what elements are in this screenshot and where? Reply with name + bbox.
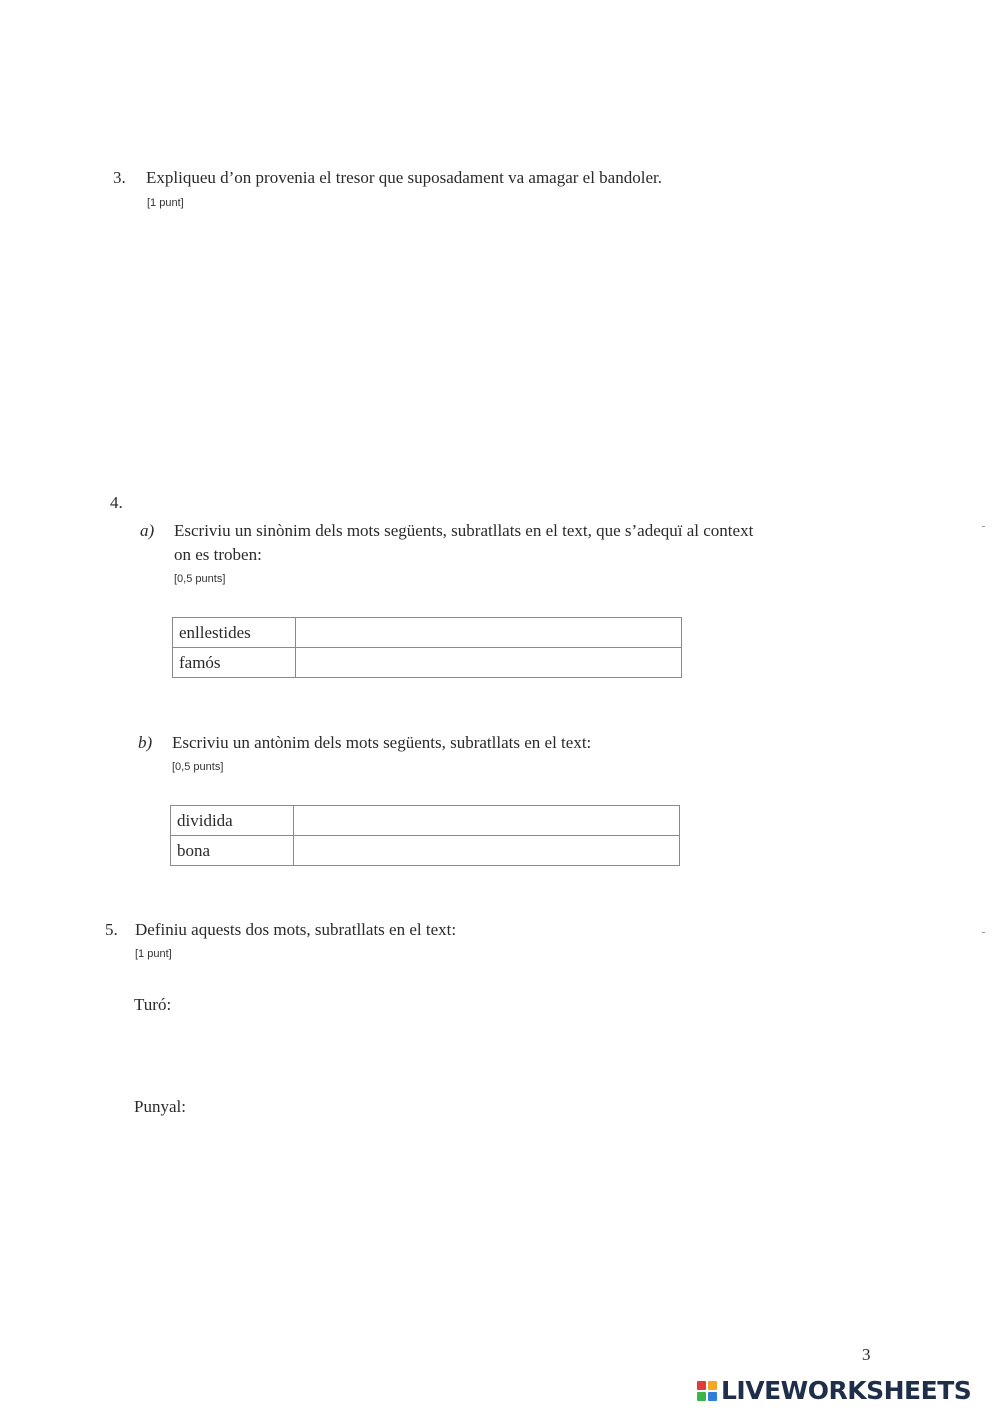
- logo-square-orange: [708, 1381, 717, 1390]
- turo-definition-input[interactable]: [185, 993, 879, 1019]
- page-number: 3: [862, 1345, 871, 1364]
- q5-text: Definiu aquests dos mots, subratllats en el text:: [135, 920, 457, 939]
- q4a-points: [0,5 punts]: [174, 573, 226, 585]
- word-cell: bona: [171, 836, 294, 866]
- word-cell: dividida: [171, 806, 294, 836]
- table-row: [173, 618, 682, 648]
- q5-number: 5.: [105, 920, 118, 939]
- table-row: [171, 806, 680, 836]
- q4a-text-line1: Escriviu un sinònim dels mots següents, subratllats en el text, que s’adequï al context: [174, 521, 754, 540]
- synonym-answer-input[interactable]: [296, 649, 681, 677]
- logo-square-green: [697, 1392, 706, 1401]
- logo-square-red: [697, 1381, 706, 1390]
- q4a-letter: a): [140, 521, 155, 540]
- q3-answer-field[interactable]: [146, 225, 890, 469]
- term-punyal-label: Punyal:: [134, 1097, 186, 1116]
- q4-number: 4.: [110, 493, 123, 512]
- synonym-answer-input[interactable]: [296, 619, 681, 647]
- antonym-answer-input[interactable]: [294, 807, 679, 835]
- word-cell: famós: [173, 648, 296, 678]
- q4b-points: [0,5 punts]: [172, 761, 224, 773]
- q5-points: [1 punt]: [135, 948, 172, 960]
- liveworksheets-logo: [697, 1376, 971, 1405]
- antonym-answer-input[interactable]: [294, 837, 679, 865]
- logo-icon: [697, 1381, 717, 1401]
- q4b-antonym-table: [170, 805, 680, 866]
- logo-square-blue: [708, 1392, 717, 1401]
- brand-name: LIVEWORKSHEETS: [721, 1376, 972, 1405]
- table-row: [173, 648, 682, 678]
- table-row: [171, 836, 680, 866]
- punyal-definition-input[interactable]: [200, 1095, 879, 1121]
- word-cell: enllestides: [173, 618, 296, 648]
- scan-mark: [982, 932, 985, 933]
- q4b-letter: b): [138, 733, 153, 752]
- q3-points: [1 punt]: [147, 197, 184, 209]
- q3-text: Expliqueu d’on provenia el tresor que suposadament va amagar el bandoler.: [146, 168, 662, 187]
- q4a-synonym-table: [172, 617, 682, 678]
- scan-mark: [982, 526, 985, 527]
- q4b-text: Escriviu un antònim dels mots següents, subratllats en el text:: [172, 733, 592, 752]
- term-turo-label: Turó:: [134, 995, 172, 1014]
- q4a-text-line2: on es troben:: [174, 545, 262, 564]
- q3-number: 3.: [113, 168, 126, 187]
